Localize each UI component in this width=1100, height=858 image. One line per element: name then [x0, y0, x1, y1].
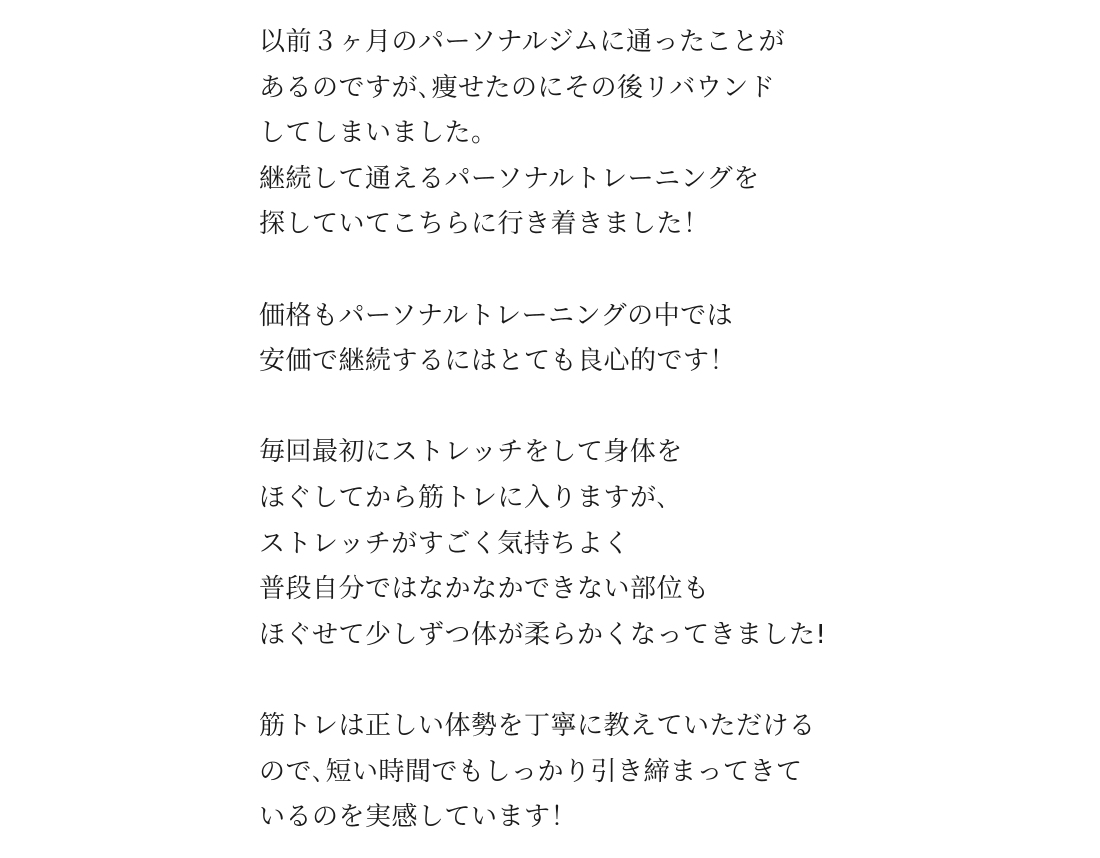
text-line: 継続して通えるパーソナルトレーニングを — [259, 163, 760, 194]
review-text — [259, 20, 1059, 841]
text-line: あるのですが､痩せたのにその後リバウンド — [259, 72, 776, 103]
paragraph-3 — [259, 430, 1059, 658]
text-line: してしまいました。 — [259, 118, 498, 149]
paragraph-4 — [259, 704, 1059, 841]
text-line: ほぐしてから筋トレに入りますが､ — [259, 482, 671, 513]
text-line: ストレッチがすごく気持ちよく — [259, 528, 630, 559]
text-line: 安価で継続するにはとても良心的です！ — [259, 346, 737, 377]
text-line: 価格もパーソナルトレーニングの中では — [259, 300, 734, 331]
text-line: 毎回最初にストレッチをして身体を — [259, 437, 683, 468]
text-line: いるのを実感しています！ — [259, 802, 578, 833]
paragraph-1 — [259, 20, 1059, 248]
text-line: 筋トレは正しい体勢を丁寧に教えていただける — [259, 710, 816, 741]
text-line: 以前３ヶ月のパーソナルジムに通ったことが — [259, 27, 785, 57]
text-line: ほぐせて少しずつ体が柔らかくなってきました! — [259, 619, 827, 650]
text-line: ので､短い時間でもしっかり引き締まってきて — [259, 756, 803, 787]
text-line: 探していてこちらに行き着きました！ — [259, 209, 710, 240]
text-line: 普段自分ではなかなかできない部位も — [259, 574, 710, 605]
paragraph-2 — [259, 294, 1059, 385]
